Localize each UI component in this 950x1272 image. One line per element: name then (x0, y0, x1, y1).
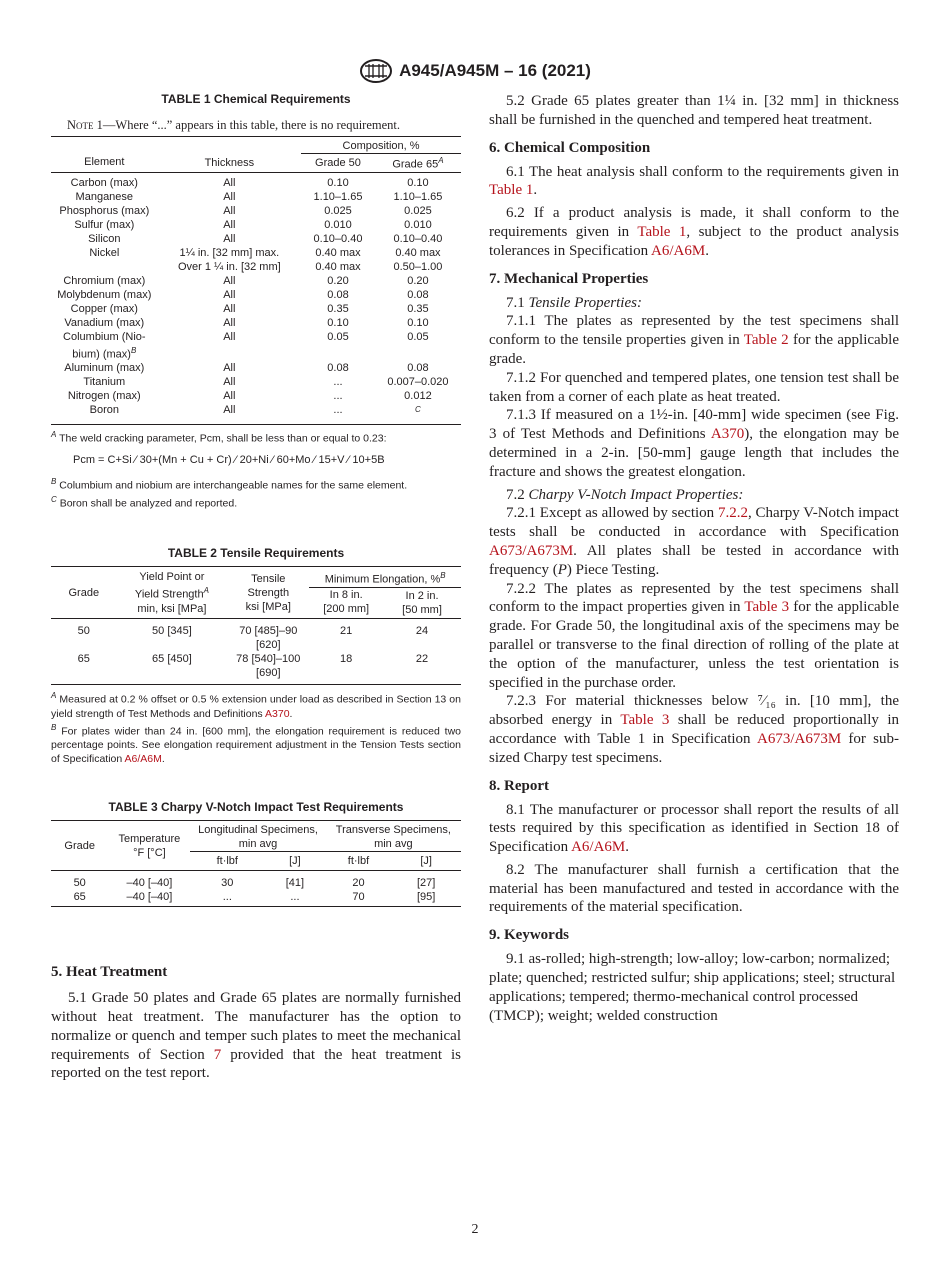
table-row (51, 274, 461, 288)
grade-50-cell: 1.10–1.65 (313, 190, 363, 203)
section-9-heading: 9. Keywords (489, 927, 569, 944)
thickness-cell: All (223, 218, 236, 231)
element-cell: Nitrogen (max) (67, 390, 141, 403)
pcm-formula: Pcm = C+Si ⁄ 30+(Mn + Cu + Cr) ⁄ 20+Ni ⁄ 60+Mo ⁄ 15+V ⁄ 10+5B (73, 454, 385, 467)
element-cell: Boron (89, 404, 119, 417)
trans-j-header: [J] (420, 855, 432, 868)
thickness-cell: All (223, 390, 236, 403)
in-2-header: In 2 in. [50 mm] (402, 590, 442, 617)
grade-65-cell: 0.35 (407, 302, 429, 315)
page-header (0, 56, 950, 86)
table-2-title: TABLE 2 Tensile Requirements (167, 546, 345, 561)
grade-65-header: Grade $65^A$ (392, 156, 444, 171)
grade-65-cell: 0.010 (404, 218, 432, 231)
a673-link[interactable]: A673/A673M (756, 730, 842, 747)
table-row (51, 344, 461, 362)
element-cell: Titanium (83, 376, 126, 389)
grade-50-cell: 0.10 (327, 316, 349, 329)
trans-ftlbf-header: ft·lbf (347, 855, 370, 868)
paragraph-5-2: 5.2 Grade 65 plates greater than 1¼ in. [32 mm] in thickness shall be furnished in the quenched and tempered heat treatment. (489, 93, 899, 128)
element-cell: Molybdenum (max) (57, 288, 152, 301)
element-cell: bium) $(\max)^B$ (72, 345, 137, 361)
grade-65-cell: 0.007–0.020 (387, 376, 449, 389)
element-cell: Sulfur (max) (74, 218, 135, 231)
paragraph-7-2: 7.2 Charpy V-Notch Impact Properties: (506, 486, 744, 503)
element-cell: Carbon (max) (70, 176, 138, 189)
a370-link[interactable]: A370 (265, 707, 290, 720)
grade-65-cell: 0.05 (407, 330, 429, 343)
table-3-title: TABLE 3 Charpy V-Notch Impact Test Requirements (108, 800, 404, 815)
table-row: 65 –40 [–40] ... ... 70 [95] (51, 890, 461, 907)
section-7-link[interactable]: 7 (213, 1046, 222, 1063)
grade-50-cell: 0.10–0.40 (313, 232, 363, 245)
chemical-requirements-table (51, 136, 461, 421)
grade-65-cell: C (415, 405, 421, 415)
grade-50-cell: ... (333, 376, 343, 389)
charpy-requirements-body (51, 871, 461, 907)
grade-50-cell: ... (333, 404, 343, 417)
charpy-requirements-table (51, 820, 461, 907)
thickness-cell (158, 344, 302, 362)
grade-65-cell (375, 344, 461, 362)
paragraph-9-1: 9.1 as-rolled; high-strength; low-alloy; low-carbon; normalized; plate; quenched; restricted sulfur; ship applications; steel; structural applications; tempered; thermo-mechanical control processed (TMCP); weight; welded construction (489, 951, 896, 1024)
thickness-cell: All (223, 404, 236, 417)
grade-50-cell: 0.40 max (315, 260, 361, 273)
section-8-heading: 8. Report (489, 777, 549, 794)
paragraph-7-2-1: 7.2.1 Except as allowed by section 7.2.2, Charpy V-Notch impact tests shall be conducted in accordance with Specification A673/A673M. All plates shall be tested in accordance with frequency (P) Piece Testing. (489, 505, 899, 578)
table-row (51, 260, 461, 274)
table-2-footnotes (51, 689, 461, 766)
thickness-cell: All (223, 330, 236, 343)
element-cell: Aluminum (max) (64, 362, 145, 375)
thickness-cell: All (223, 274, 236, 287)
section-5-heading: 5. Heat Treatment (51, 964, 168, 981)
grade-50-cell: 0.025 (324, 204, 352, 217)
table-row (51, 330, 461, 344)
long-j-header: [J] (289, 855, 301, 868)
grade-65-cell: 0.025 (404, 204, 432, 217)
thickness-cell: All (223, 376, 236, 389)
paragraph-7-1-2: 7.1.2 For quenched and tempered plates, one tension test shall be taken from a corner of each plate as heat treated. (489, 369, 899, 405)
table-1-footnotes (51, 424, 461, 511)
table-row: 50 50 [345] 70 [485]–90 [620] 21 24 (77, 625, 429, 652)
thickness-header: Thickness (204, 156, 255, 169)
a6-link[interactable]: A6/A6M (124, 753, 162, 766)
paragraph-5-1: 5.1 Grade 50 plates and Grade 65 plates are normally furnished without heat treatment. The manufacturer has the option to normalize or quench and temper such plates to meet the mechanical requirements of Section 7 provided that the heat treatment is reported on the test report. (51, 990, 462, 1082)
section-6-heading: 6. Chemical Composition (489, 139, 651, 156)
right-column (489, 92, 899, 1025)
grade-65-cell: 0.50–1.00 (393, 260, 443, 273)
paragraph-8-2: 8.2 The manufacturer shall furnish a certification that the material has been manufactured and tested in accordance with the requirements of the material specification. (489, 861, 899, 916)
table-row (51, 172, 461, 190)
table-1-link[interactable]: Table 1 (489, 182, 534, 199)
grade-65-cell: 0.20 (407, 274, 429, 287)
grade-50-cell: 0.10 (327, 176, 349, 189)
table-row (51, 389, 461, 403)
grade-50-cell: 0.35 (327, 302, 349, 315)
thickness-cell: All (223, 316, 236, 329)
grade-50-header: Grade 50 (315, 156, 361, 169)
section-7-heading: 7. Mechanical Properties (489, 270, 649, 287)
thickness-cell: All (223, 288, 236, 301)
grade-65-cell: 0.08 (407, 288, 429, 301)
table-row (51, 302, 461, 316)
grade-65-cell: 1.10–1.65 (393, 190, 443, 203)
table-row (51, 403, 461, 421)
table-1-note (51, 118, 461, 133)
tensile-header: Tensile Strength ksi [MPa] (227, 567, 309, 619)
element-cell: Vanadium (max) (64, 316, 145, 329)
grade-65-cell: 0.10–0.40 (393, 232, 443, 245)
grade-65-cell: 0.40 max (395, 246, 441, 259)
paragraph-7-1: 7.1 Tensile Properties: (506, 294, 642, 311)
thickness-cell: All (223, 232, 236, 245)
paragraph-6-1: 6.1 The heat analysis shall conform to the requirements given in Table 1. (489, 163, 899, 199)
table-row (51, 375, 461, 389)
element-cell: Manganese (75, 190, 134, 203)
table-row (51, 316, 461, 330)
element-cell: Nickel (89, 246, 120, 259)
table-row: 65 65 [450] 78 [540]–100 [690] 18 22 (51, 652, 461, 685)
thickness-cell: All (223, 176, 236, 189)
element-cell: Columbium (Nio- (63, 330, 146, 343)
a6-link[interactable]: A6/A6M (651, 242, 706, 259)
footnote-b: $^B$ Columbium and niobium are interchangeable names for the same element. (51, 477, 408, 492)
table-1-link[interactable]: Table 1 (637, 223, 687, 240)
tensile-requirements-body (51, 619, 461, 685)
astm-logo-icon (359, 58, 393, 84)
paragraph-7-2-2: 7.2.2 The plates as represented by the test specimens shall conform to the impact properties given in Table 3 for the applicable grade. For Grade 50, the longitudinal axis of the specimens may be parallel or transverse to the final direction of rolling of the plate at the option of the manufacturer, unless the test orientation is specified in the purchase order. (489, 580, 899, 691)
document-designation: A945/A945M – 16 (2021) (399, 61, 591, 80)
footnote-a: $^A$ Measured at 0.2 % offset or 0.5 % extension under load as described in Section 13 on yield strength of Test Methods and Definitions A370. (51, 691, 461, 720)
thickness-cell: All (223, 190, 236, 203)
section-5 (51, 964, 461, 1083)
table-3 (51, 800, 461, 907)
element-header: Element (84, 155, 125, 168)
table-row (51, 204, 461, 218)
grade-50-cell: 0.08 (327, 288, 349, 301)
grade-50-cell: ... (333, 390, 343, 403)
yield-header: Yield Point or Yield Strength$^A$ min, ksi [MPa] (117, 567, 228, 619)
element-cell: Silicon (88, 232, 121, 245)
grade-50-cell: 0.20 (327, 274, 349, 287)
paragraph-7-1-1: 7.1.1 The plates as represented by the test specimens shall conform to the tensile properties given in Table 2 for the applicable grade. (489, 313, 899, 367)
long-ftlbf-header: ft·lbf (216, 855, 238, 868)
composition-header: Composition, % (301, 137, 461, 154)
transverse-header: Transverse Specimens, min avg (326, 821, 461, 852)
note-label: Note 1 (67, 118, 103, 132)
a370-link[interactable]: A370 (710, 426, 745, 443)
footnote-b: $^B$ For plates wider than 24 in. [600 mm], the elongation requirement is reduced two percentage points. See elongation requirement adjustment in the Tension Tests section of Specification A6/A6M. (51, 722, 461, 766)
paragraph-8-1: 8.1 The manufacturer or processor shall report the results of all tests required by this specification as identified in Section 18 of Specification A6/A6M. (489, 801, 899, 856)
table-row (51, 232, 461, 246)
table-1 (51, 92, 461, 510)
section-7-2-2-link[interactable]: 7.2.2 (717, 505, 748, 522)
thickness-cell: All (223, 362, 236, 375)
table-row (51, 288, 461, 302)
footnote-c: $^C$ Boron shall be analyzed and reported. (51, 494, 238, 510)
element-cell (51, 260, 158, 274)
elongation-header: Minimum Elongation, %$^B$ (309, 567, 461, 588)
table-2-link[interactable]: Table 2 (743, 332, 789, 349)
grade-50-cell (301, 344, 375, 362)
temperature-header: Temperature °F [°C] (108, 821, 190, 871)
note-text: —Where “...” appears in this table, there is no requirement. (102, 118, 401, 132)
grade-65-cell: 0.10 (407, 316, 429, 329)
paragraph-6-2: 6.2 If a product analysis is made, it shall conform to the requirements given in Table 1, subject to the product analysis tolerances in Specification A6/A6M. (489, 205, 899, 259)
grade-65-cell: 0.10 (407, 176, 429, 189)
thickness-cell: All (223, 302, 236, 315)
tensile-requirements-table (51, 566, 461, 685)
grade-50-cell: 0.08 (327, 362, 349, 375)
element-cell: Chromium (max) (63, 274, 146, 287)
table-row (51, 190, 461, 204)
table-3-link[interactable]: Table 3 (744, 599, 790, 616)
chemical-requirements-body (51, 172, 461, 421)
grade-50-cell: 0.05 (327, 330, 349, 343)
paragraph-7-2-3: 7.2.3 For material thicknesses below ⁷⁄₁₆ in. [10 mm], the absorbed energy in Table 3 shall be reduced proportionally in accordance with Table 1 in Specification A673/A673M for sub-sized Charpy test specimens. (489, 693, 899, 766)
table-row (51, 361, 461, 375)
grade-65-cell: 0.08 (407, 362, 429, 375)
table-row: 50 –40 [–40] 30 [41] 20 [27] (73, 877, 436, 890)
longitudinal-header: Longitudinal Specimens, min avg (190, 821, 325, 852)
thickness-cell: All (223, 204, 236, 217)
grade-header: Grade (51, 821, 108, 871)
a6-link[interactable]: A6/A6M (571, 839, 626, 856)
footnote-a: $^A$ The weld cracking parameter, Pcm, shall be less than or equal to 0.23: (51, 429, 387, 445)
grade-header: Grade (51, 567, 117, 619)
thickness-cell: Over 1 ¼ in. [32 mm] (177, 260, 281, 273)
left-column (51, 92, 461, 1083)
table-row (51, 218, 461, 232)
grade-50-cell: 0.40 max (315, 246, 361, 259)
table-row (51, 246, 461, 260)
element-cell: Phosphorus (max) (59, 204, 150, 217)
thickness-cell: 1¼ in. [32 mm] max. (179, 246, 280, 259)
a673-link[interactable]: A673/A673M (489, 542, 574, 559)
table-3-link[interactable]: Table 3 (620, 712, 670, 729)
grade-50-cell: 0.010 (324, 218, 352, 231)
page-number: 2 (471, 1222, 479, 1237)
paragraph-7-1-3: 7.1.3 If measured on a 1½-in. [40-mm] wide specimen (see Fig. 3 of Test Methods and Definitions A370), the elongation may be determined in a 2-in. [50-mm] gauge length that includes the fracture and shows the greatest elongation. (489, 407, 900, 480)
table-1-title: TABLE 1 Chemical Requirements (161, 92, 351, 106)
grade-65-cell: 0.012 (404, 390, 432, 403)
table-2 (51, 546, 461, 766)
element-cell: Copper (max) (70, 302, 138, 315)
in-8-header: In 8 in. [200 mm] (323, 589, 370, 616)
